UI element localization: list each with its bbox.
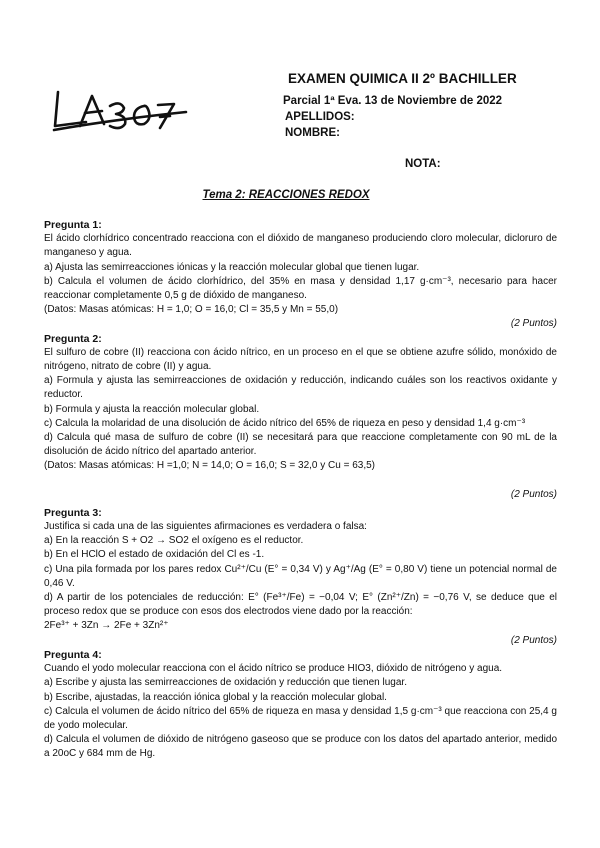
question-2-part-d: d) Calcula qué masa de sulfuro de cobre (II) se necesitará para que reaccione completamente con 90 mL de la disolución de ácido nítrico del apartado anterior. xyxy=(44,432,557,458)
question-3-points: (2 Puntos) xyxy=(510,634,557,646)
question-1-intro: El ácido clorhídrico concentrado reacciona con el dióxido de manganeso produciendo cloro molecular, dicloruro de manganeso y agua. xyxy=(44,233,557,259)
topic-heading: Tema 2: REACCIONES REDOX xyxy=(202,189,370,201)
name-label: NOMBRE: xyxy=(285,127,340,139)
question-3-reaction: 2Fe³⁺ + 3Zn → 2Fe + 3Zn²⁺ xyxy=(44,620,169,632)
question-4-part-b: b) Escribe, ajustadas, la reacción iónica global y la reacción molecular global. xyxy=(44,691,387,703)
question-4-title: Pregunta 4: xyxy=(44,648,102,661)
question-4-part-d: d) Calcula el volumen de dióxido de nitrógeno gaseoso que se produce con los datos del apartado anterior, medido a 20oC y 684 mm de Hg. xyxy=(44,734,557,760)
question-4-part-c: c) Calcula el volumen de ácido nítrico del 65% de riqueza en masa y densidad 1,5 g·cm⁻³ que reacciona con 25,4 g de yodo molecular. xyxy=(44,705,557,731)
question-2-points: (2 Puntos) xyxy=(510,488,557,500)
question-4-intro: Cuando el yodo molecular reacciona con el ácido nítrico se produce HIO3, dióxido de nitrógeno y agua. xyxy=(44,663,503,675)
exam-content xyxy=(44,218,557,762)
handwritten-logo xyxy=(50,86,190,134)
question-3-intro: Justifica si cada una de las siguientes afirmaciones es verdadera o falsa: xyxy=(44,521,367,533)
question-4-part-a: a) Escribe y ajusta las semirreacciones de oxidación y reducción que tienen lugar. xyxy=(44,677,407,689)
question-2-part-c: c) Calcula la molaridad de una disolución de ácido nítrico del 65% de riqueza en peso y densidad 1,4 g·cm⁻³ xyxy=(44,417,526,429)
question-1-points: (2 Puntos) xyxy=(510,318,557,330)
question-1-data: (Datos: Masas atómicas: H = 1,0; O = 16,0; Cl = 35,5 y Mn = 55,0) xyxy=(44,304,339,316)
question-2-intro: El sulfuro de cobre (II) reacciona con ácido nítrico, en un proceso en el que se obtiene azufre sólido, monóxido de nitrógeno, nitrato de cobre (II) y agua. xyxy=(44,346,557,373)
grade-label: NOTA: xyxy=(405,158,441,170)
question-3-part-c: c) Una pila formada por los pares redox Cu²⁺/Cu (E° = 0,34 V) y Ag⁺/Ag (E° = 0,80 V) tiene un potencial normal de 0,46 V. xyxy=(44,563,557,589)
question-3-part-d: d) A partir de los potenciales de reducción: E° (Fe³⁺/Fe) = −0,04 V; E° (Zn²⁺/Zn) = −0,76 V, se deduce que el proceso redox que se produce con esos dos electrodos viene dado por la reacción: xyxy=(44,592,557,618)
question-3-part-a: a) En la reacción S + O2 → SO2 el oxígeno es el reductor. xyxy=(44,535,304,547)
question-1-title: Pregunta 1: xyxy=(44,219,102,231)
question-2-part-b: b) Formula y ajusta la reacción molecular global. xyxy=(44,403,260,415)
exam-title: EXAMEN QUIMICA II 2º BACHILLER xyxy=(288,71,517,86)
question-2-part-a: a) Formula y ajusta las semirreacciones de oxidación y reducción, indicando cuáles son los reactivos oxidante y reductor. xyxy=(44,375,557,401)
question-2-title: Pregunta 2: xyxy=(44,332,102,345)
question-3-part-b: b) En el HClO el estado de oxidación del Cl es -1. xyxy=(44,549,265,561)
question-1-part-b: b) Calcula el volumen de ácido clorhídrico, del 35% en masa y densidad 1,17 g·cm⁻³, necesario para hacer reaccionar completamente 0,5 g de dióxido de manganeso. xyxy=(44,275,557,302)
question-3-title: Pregunta 3: xyxy=(44,506,102,519)
partial-date: Parcial 1ª Eva. 13 de Noviembre de 2022 xyxy=(283,95,503,107)
question-1-part-a: a) Ajusta las semirreacciones iónicas y la reacción molecular global que tienen lugar. xyxy=(44,261,420,273)
question-2-data: (Datos: Masas atómicas: H =1,0; N = 14,0; O = 16,0; S = 32,0 y Cu = 63,5) xyxy=(44,460,376,472)
surname-label: APELLIDOS: xyxy=(285,111,355,123)
